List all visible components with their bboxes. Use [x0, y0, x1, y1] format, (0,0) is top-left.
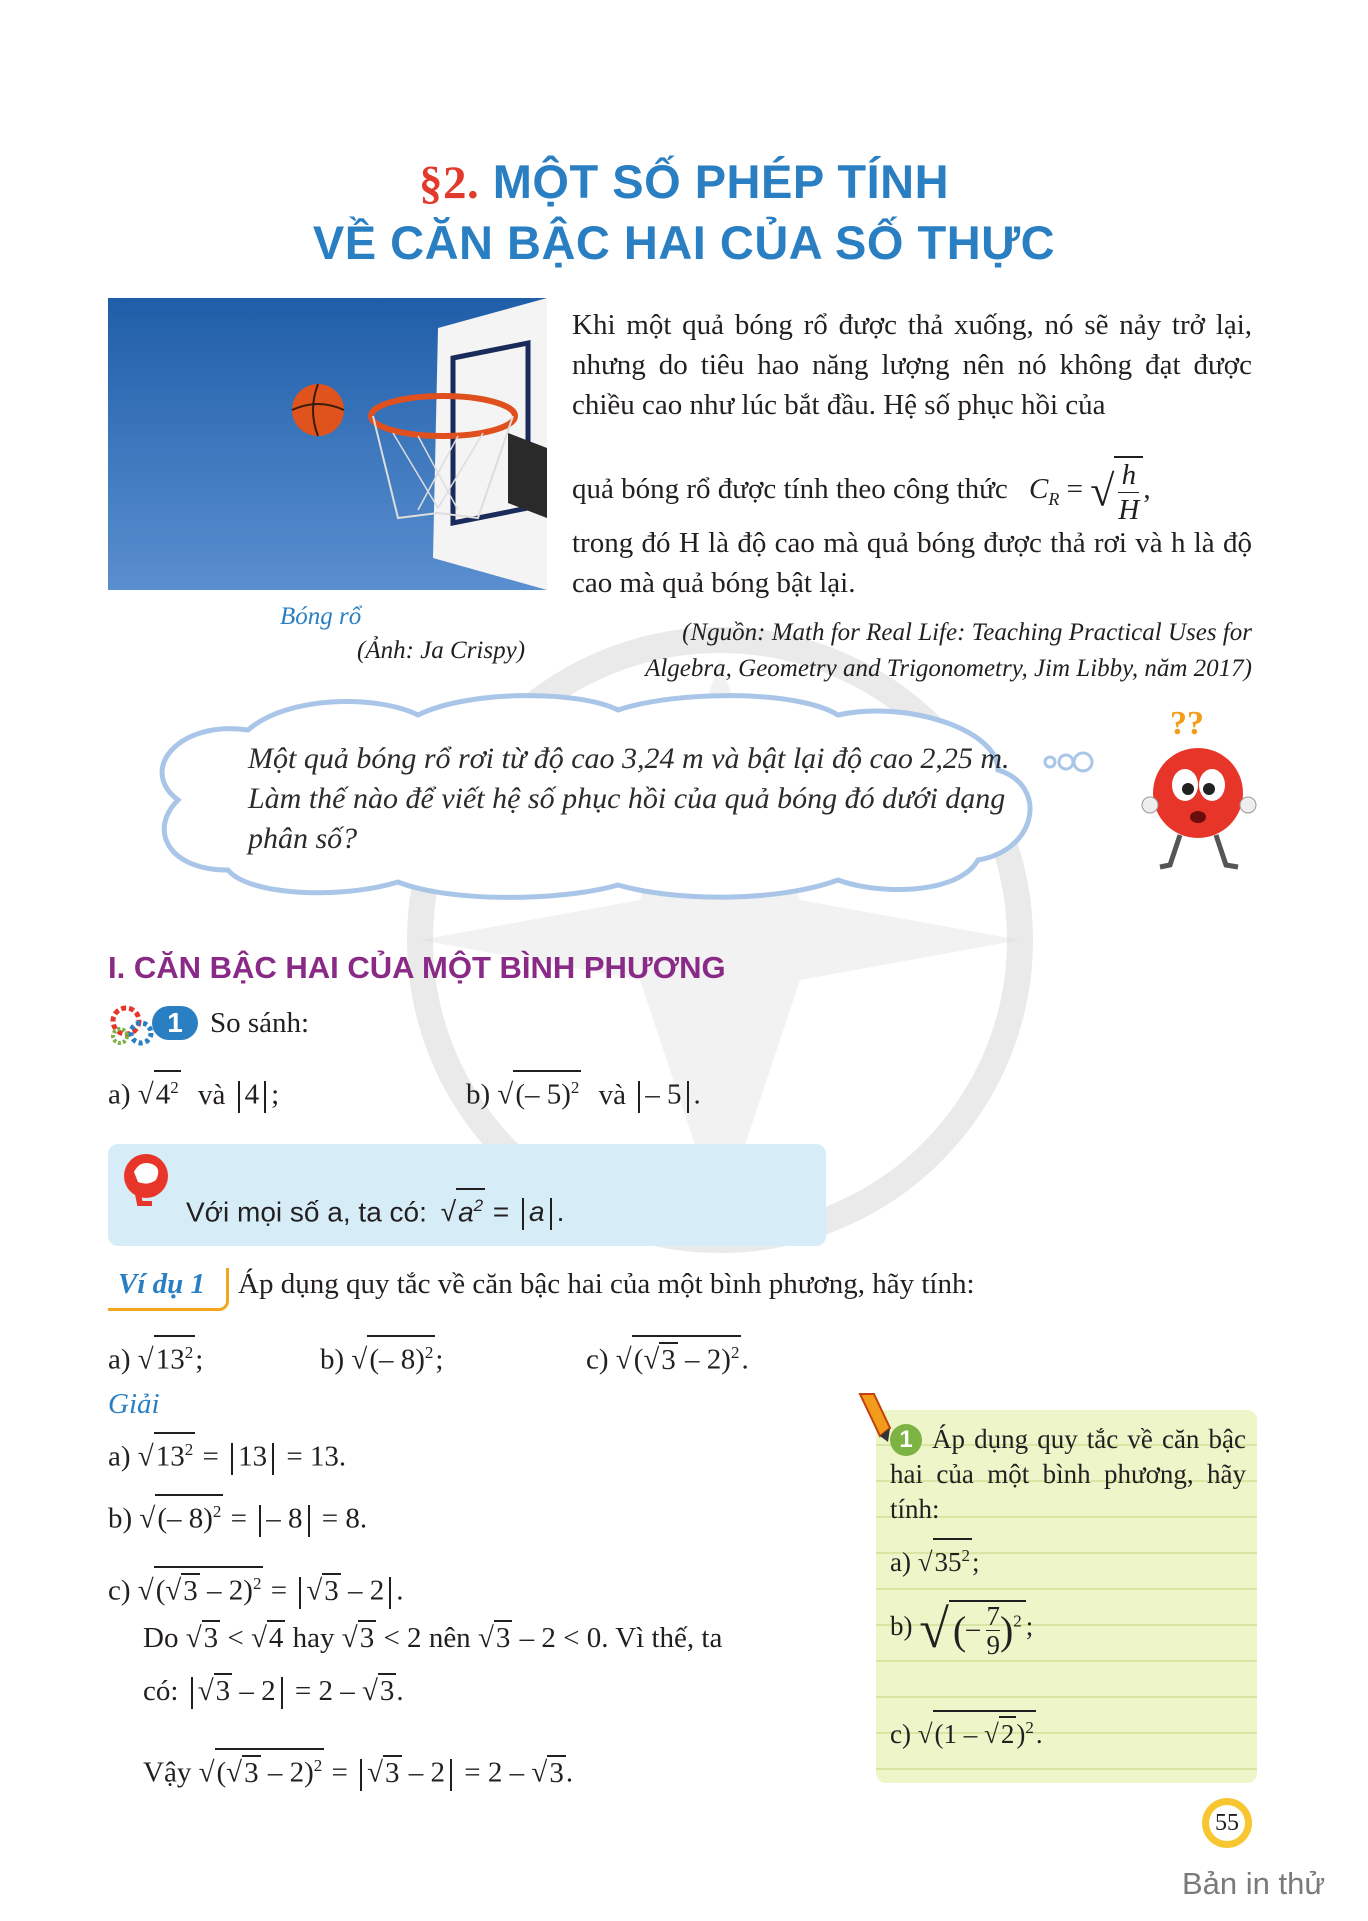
intro-paragraph-2: quả bóng rổ được tính theo công thức $C_R$ = √ $\frac{h}{H}$ , [572, 456, 1151, 527]
title-line-2: VỀ CĂN BẬC HAI CỦA SỐ THỰC [312, 216, 1056, 269]
solution-label: Giải [108, 1388, 160, 1420]
intro-paragraph-1: Khi một quả bóng rổ được thả xuống, nó sẽ nảy trở lại, nhưng do tiêu hao năng lượng nên nó không đạt được chiều cao như lúc bắt đầu. Hệ số phục hồi của [572, 309, 1252, 421]
solution-a: a) $√13^2 = 13 = 13$. [108, 1432, 346, 1475]
intro-text-formula: quả bóng rổ được tính theo công thức [572, 473, 1008, 506]
draft-label: Bản in thử [1182, 1866, 1326, 1901]
basketball-photo [108, 298, 547, 590]
solution-b: b) √(– 8)$^2$ = – 8 = 8. [108, 1494, 367, 1537]
solution-c-explain: Do √3 < √4 hay √3 < 2 nên √3 – 2 < 0. Vì thế, ta [143, 1622, 723, 1654]
practice-item-c: c) √(1 – √2)$^2$. [890, 1710, 1043, 1750]
example-item-c: c) √(√3 – 2)$^2$. [586, 1335, 749, 1377]
solution-c-conclusion: Vậy √(√3 – 2)$^2$ = √3 – 2 = 2 – √3. [143, 1748, 573, 1791]
source-line-2: Algebra, Geometry and Trigonometry, Jim Libby, năm 2017) [645, 655, 1252, 682]
solution-c-result: có: √3 – 2 = 2 – √3. [143, 1673, 404, 1709]
solution-c: c) √(√3 – 2)$^2$ = √3 – 2 . [108, 1566, 403, 1609]
title-line-1: MỘT SỐ PHÉP TÍNH [492, 155, 950, 208]
source-note [560, 615, 1252, 687]
brain-head-icon [118, 1150, 174, 1206]
photo-caption: Bóng rổ [280, 603, 362, 630]
page-number: 55 [1215, 1810, 1239, 1836]
activity-prompt: So sánh: [210, 1007, 310, 1039]
example-item-a: a) $√13^2$; [108, 1335, 203, 1377]
photo-credit: (Ảnh: Ja Crispy) [357, 637, 526, 664]
activity-item-b: b) √(– 5)$^2$ và – 5 . [466, 1070, 701, 1113]
cloud-question: Một quả bóng rổ rơi từ độ cao 3,24 m và bật lại độ cao 2,25 m. Làm thế nào để viết hệ số phục hồi của quả bóng đó dưới dạng phân số? [248, 742, 1010, 855]
gears-icon [108, 1003, 158, 1047]
activity-item-a: a) $√4^2$ và 4 ; [108, 1070, 279, 1113]
lesson-title [0, 152, 1368, 273]
formula-denominator: H [1118, 494, 1140, 526]
practice-number-badge: 1 [890, 1424, 922, 1456]
example-item-b: b) √(– 8)$^2$; [320, 1335, 443, 1377]
section-heading: I. CĂN BẬC HAI CỦA MỘT BÌNH PHƯƠNG [108, 950, 726, 985]
formula-numerator: h [1118, 458, 1139, 493]
practice-item-a: a) $√35^2$; [890, 1538, 980, 1578]
example-label: Ví dụ 1 [118, 1268, 206, 1300]
source-line-1: (Nguồn: Math for Real Life: Teaching Practical Uses for [682, 619, 1252, 646]
intro-paragraph-3: trong đó H là độ cao mà quả bóng được thả rơi và h là độ cao mà quả bóng bật lại. [572, 527, 1252, 599]
formula-subscript: R [1048, 488, 1060, 509]
rule-text: Với mọi số a, ta có: $√a^2 = a$ . [186, 1188, 564, 1230]
example-prompt: Áp dụng quy tắc về căn bậc hai của một bình phương, hãy tính: [238, 1268, 975, 1300]
section-mark: §2. [418, 157, 480, 209]
question-marks: ?? [1170, 705, 1204, 742]
activity-number-badge: 1 [152, 1006, 198, 1040]
formula-lhs: C [1029, 473, 1049, 506]
practice-item-b: b) √ (– $\frac{7}{9}$ )$^2$ ; [890, 1599, 1034, 1660]
practice-prompt: Áp dụng quy tắc về căn bậc hai của một bình phương, hãy tính: [890, 1424, 1246, 1524]
